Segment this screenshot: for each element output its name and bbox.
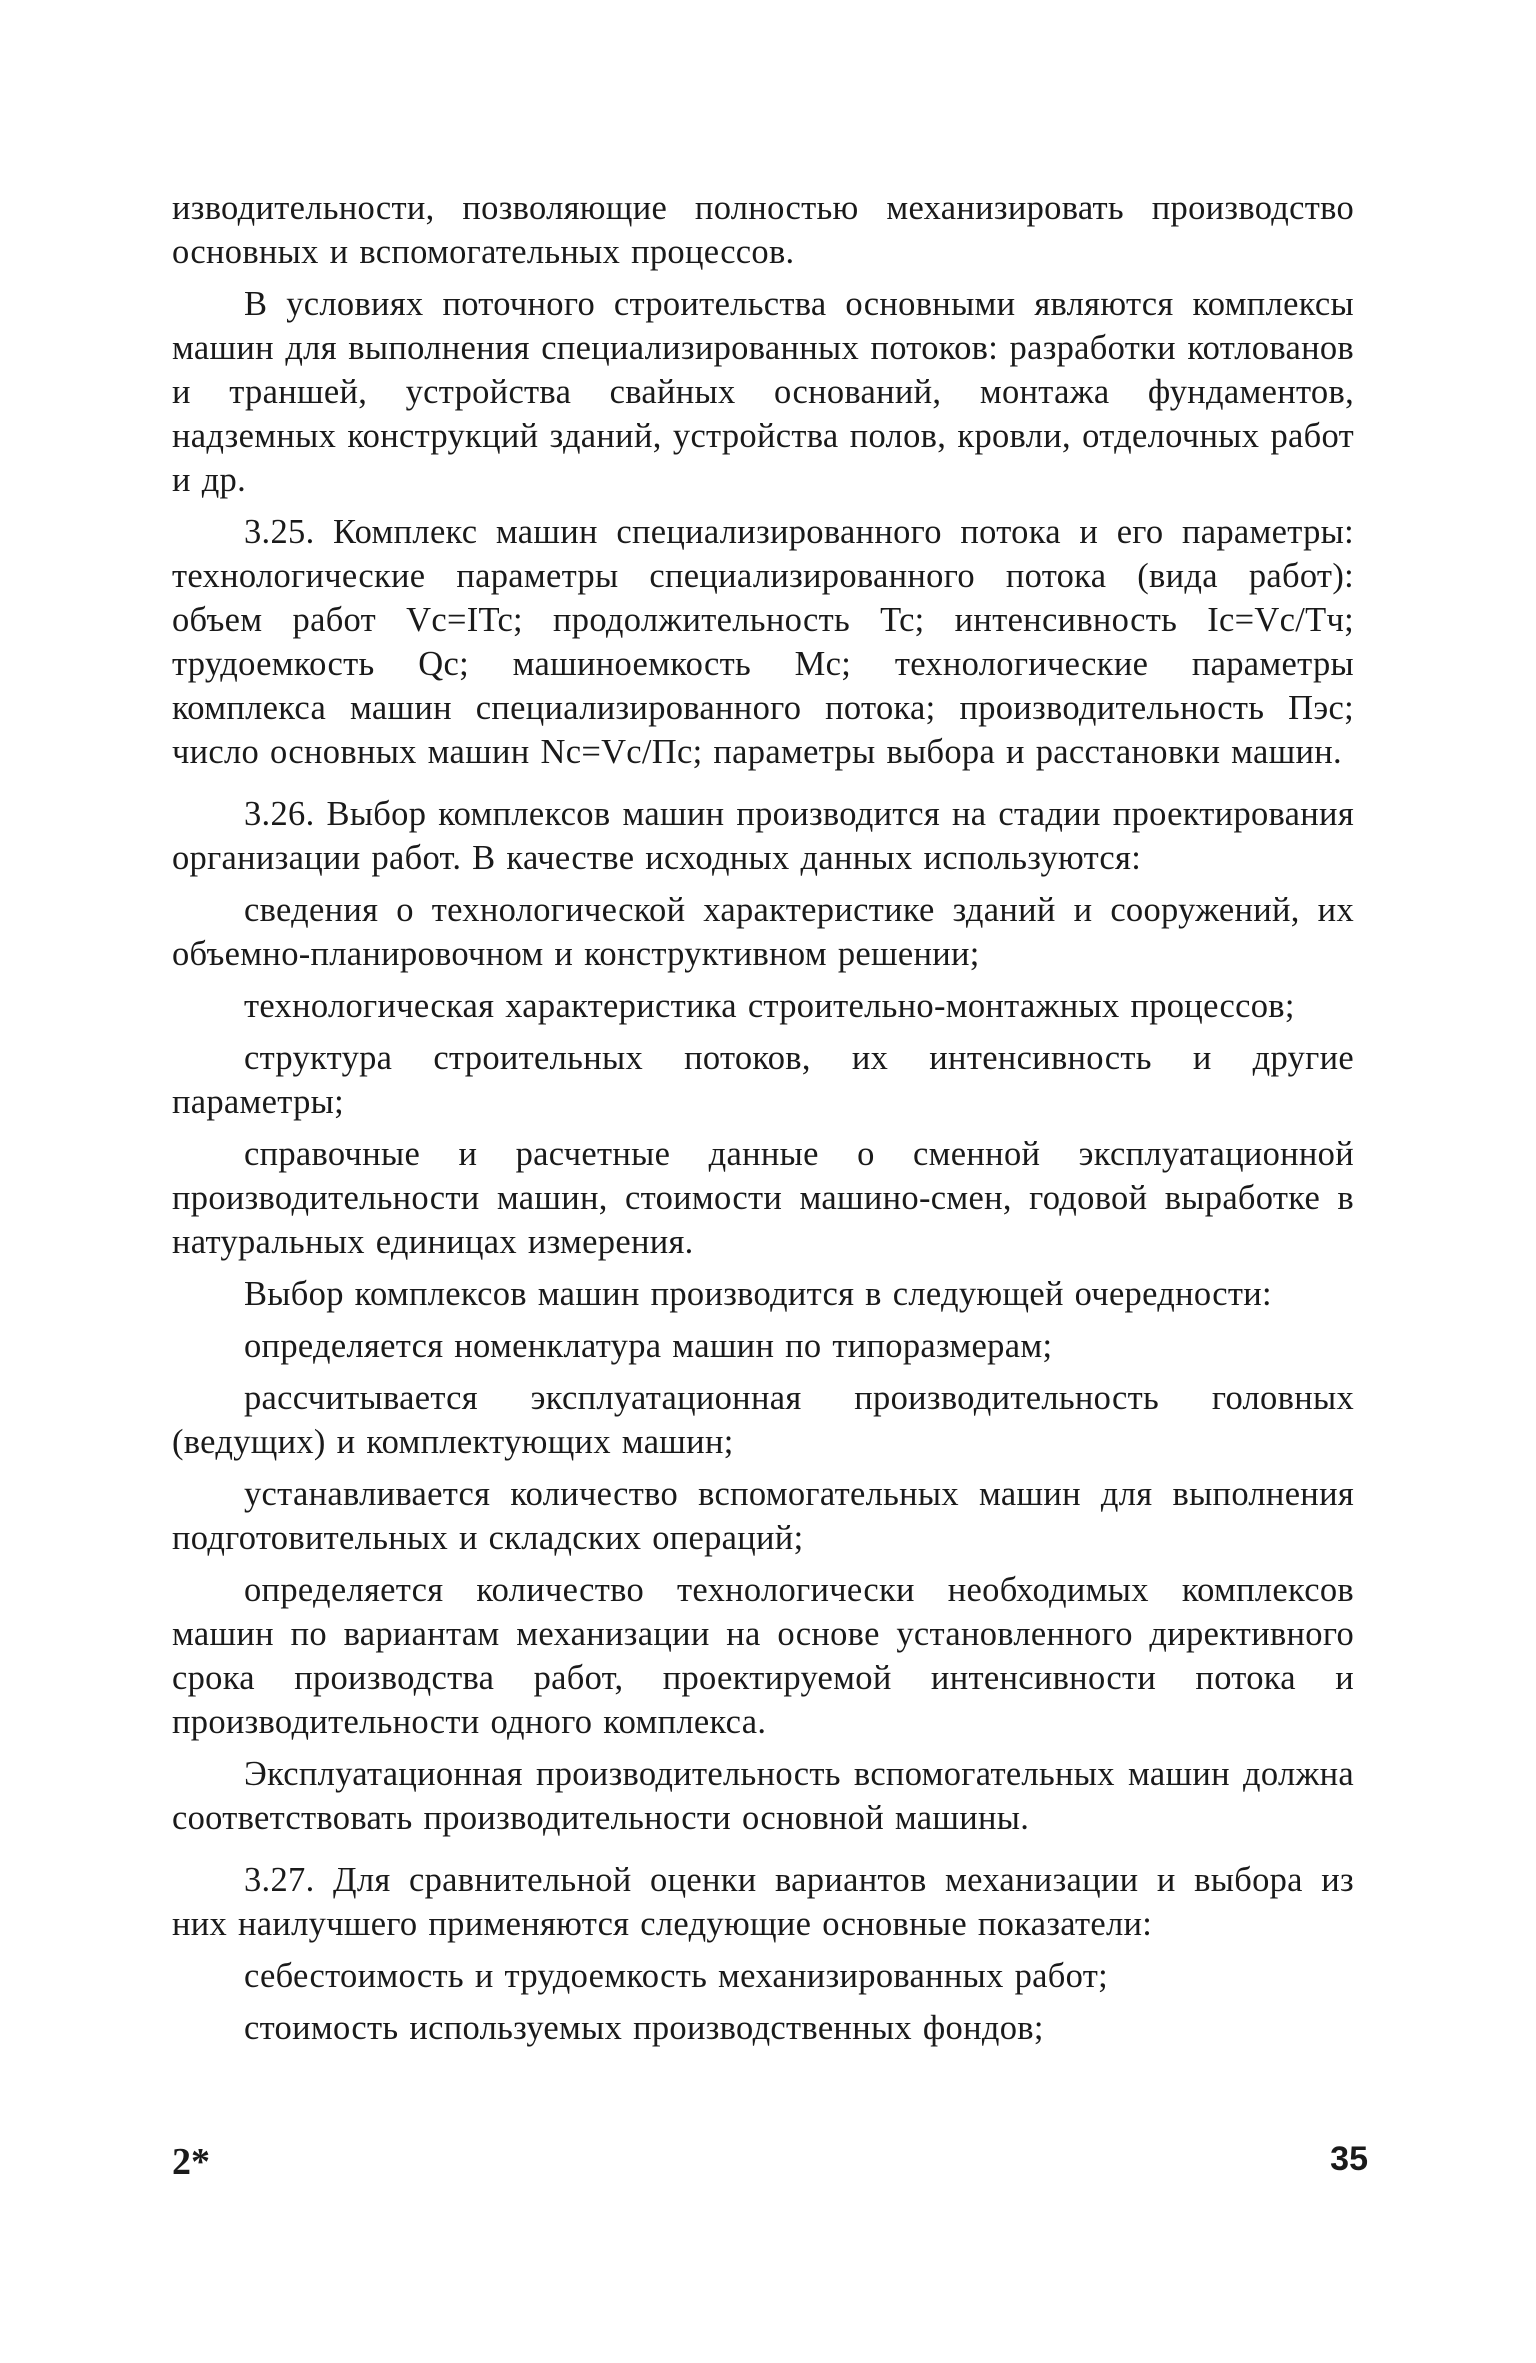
list-item: определяется количество технологически необходимых комплексов машин по вариантам механизации на основе установленного директивного срока производства работ, проектируемой интенсивности потока и производительности одного комплекса. (172, 1571, 1354, 1741)
paragraph-selection-order: Выбор комплексов машин производится в следующей очередности: (244, 1275, 1272, 1313)
list-item: структура строительных потоков, их интенсивность и другие параметры; (172, 1039, 1354, 1121)
list-item: определяется номенклатура машин по типоразмерам; (244, 1327, 1053, 1365)
list-item: стоимость используемых производственных фондов; (244, 2009, 1044, 2047)
list-item: технологическая характеристика строительно-монтажных процессов; (244, 987, 1295, 1025)
list-item: устанавливается количество вспомогательных машин для выполнения подготовительных и складских операций; (172, 1475, 1354, 1557)
paragraph-aux-machines: Эксплуатационная производительность вспомогательных машин должна соответствовать производительности основной машины. (172, 1755, 1354, 1837)
page-body (172, 186, 1354, 2058)
list-item: рассчитывается эксплуатационная производительность головных (ведущих) и комплектующих машин; (172, 1379, 1354, 1461)
paragraph-3-25: 3.25. Комплекс машин специализированного потока и его параметры: технологические параметры специализированного потока (вида работ): объем работ Vc=ITc; продолжительность Tc; интенсивность Ic=Vc/Tч; трудоемкость Qc; машиноемкость Mc; технологические параметры комплекса машин специализированного потока; производительность Пэс; число основных машин Nc=Vc/Пc; параметры выбора и расстановки машин. (172, 513, 1354, 771)
list-item: сведения о технологической характеристике зданий и сооружений, их объемно-планировочном и конструктивном решении; (172, 891, 1354, 973)
paragraph-3-27: 3.27. Для сравнительной оценки вариантов механизации и выбора из них наилучшего применяются следующие основные показатели: (172, 1861, 1354, 1943)
page-number: 35 (1330, 2140, 1368, 2178)
list-item: справочные и расчетные данные о сменной эксплуатационной производительности машин, стоимости машино-смен, годовой выработке в натуральных единицах измерения. (172, 1135, 1354, 1261)
list-item: себестоимость и трудоемкость механизированных работ; (244, 1957, 1108, 1995)
paragraph-continued: изводительности, позволяющие полностью механизировать производство основных и вспомогательных процессов. (172, 189, 1354, 271)
signature-mark: 2* (172, 2141, 210, 2183)
paragraph-3-26: 3.26. Выбор комплексов машин производится на стадии проектирования организации работ. В качестве исходных данных используются: (172, 795, 1354, 877)
paragraph-flow-construction: В условиях поточного строительства основными являются комплексы машин для выполнения специализированных потоков: разработки котлованов и траншей, устройства свайных оснований, монтажа фундаментов, надземных конструкций зданий, устройства полов, кровли, отделочных работ и др. (172, 285, 1354, 499)
